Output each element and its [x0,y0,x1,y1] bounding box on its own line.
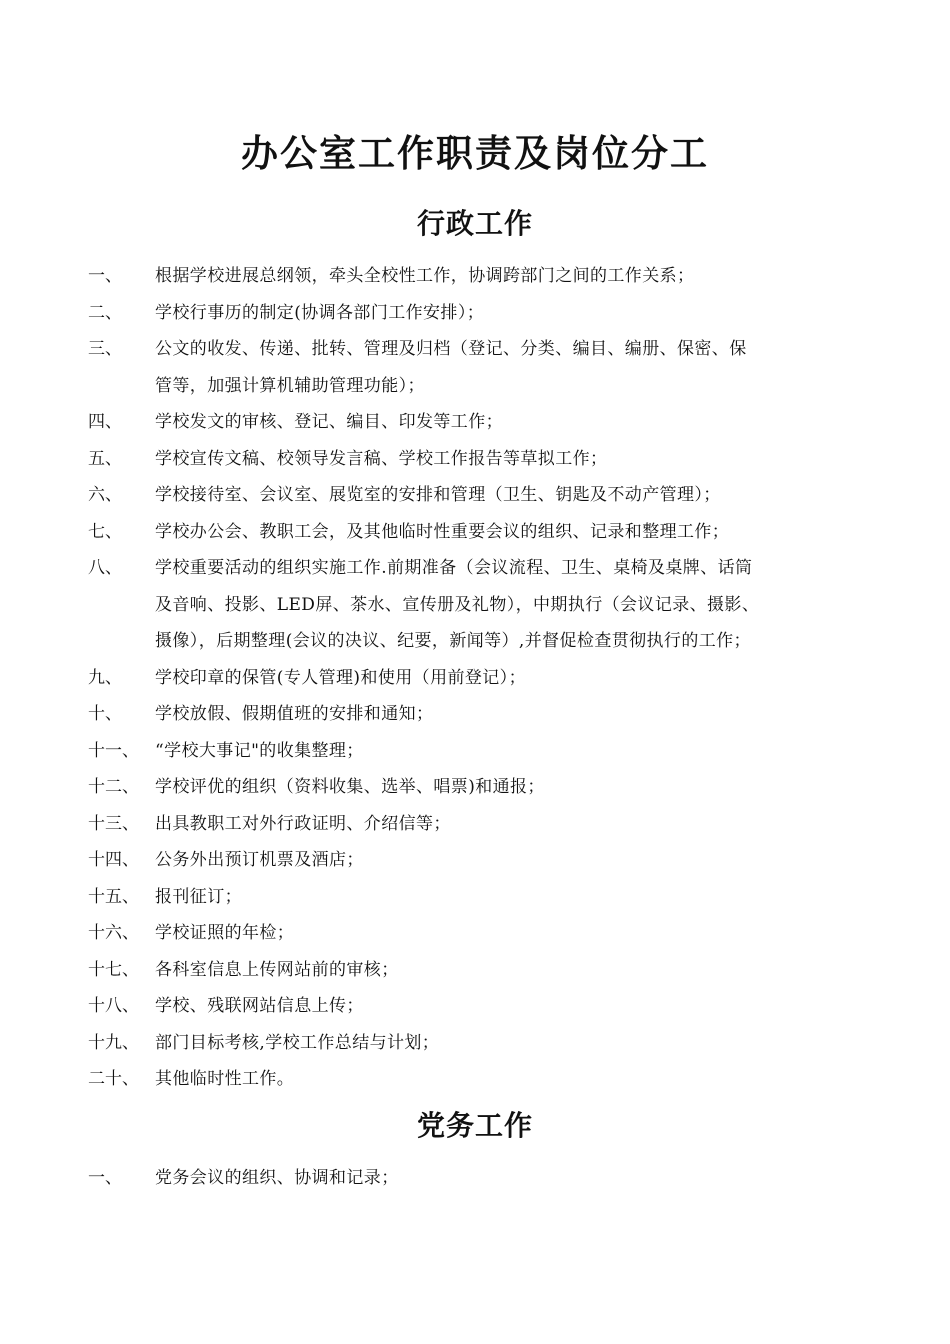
list-item [0,477,950,514]
item-text [0,514,950,551]
item-text [0,295,950,332]
item-text-line: 学校放假、假期值班的安排和通知； [155,704,434,724]
item-number: 十八、 [88,996,139,1016]
item-text-line: 党务会议的组织、协调和记录； [155,1168,399,1188]
item-number: 二十、 [88,1069,139,1089]
item-text-line: 学校重要活动的组织实施工作.前期准备（会议流程、卫生、桌椅及桌牌、话筒 [155,558,753,578]
item-text-line: 出具教职工对外行政证明、介绍信等； [155,813,451,834]
list-item [0,514,950,551]
item-number: 十三、 [88,813,139,834]
item-text [0,550,950,660]
list-item [0,952,950,989]
list-item [0,441,950,478]
item-text-line: 公务外出预订机票及酒店； [155,850,364,870]
item-text [0,1025,950,1062]
item-text-line: 报刊征订； [155,886,242,907]
item-number: 十九、 [88,1032,139,1053]
item-text [0,1160,950,1197]
item-number: 十五、 [88,886,139,907]
list-item [0,404,950,441]
item-text [0,842,950,879]
list-item [0,988,950,1025]
item-text-line: 学校接待室、会议室、展览室的安排和管理（卫生、钥匙及不动产管理）； [155,485,721,505]
list-item [0,331,950,404]
item-text [0,769,950,806]
list-item [0,1061,950,1098]
section-heading-party: 党务工作 [416,1109,533,1142]
admin-duty-list [0,258,950,1098]
item-text-line: 学校证照的年检； [155,923,295,943]
item-number: 十二、 [88,777,139,797]
item-text [0,1061,950,1098]
item-text [0,477,950,514]
item-number: 一、 [88,266,122,286]
item-number: 一、 [88,1168,122,1188]
item-text [0,806,950,843]
section-heading-admin: 行政工作 [416,207,533,240]
item-text-line: 学校、残联网站信息上传； [155,996,364,1016]
item-text-line: 根据学校进展总纲领，牵头全校性工作，协调跨部门之间的工作关系； [155,266,695,286]
item-text [0,733,950,770]
item-number: 二、 [88,302,122,323]
item-number: 五、 [88,448,122,469]
item-text-line: 其他临时性工作。 [155,1069,295,1089]
item-text [0,988,950,1025]
item-text [0,660,950,697]
item-number: 十四、 [88,850,139,870]
list-item [0,915,950,952]
item-text-line: 学校发文的审核、登记、编目、印发等工作； [155,412,503,432]
item-text-line: “学校大事记"的收集整理； [155,740,364,761]
list-item [0,295,950,332]
item-number: 十七、 [88,959,139,980]
list-item [0,696,950,733]
list-item [0,1025,950,1062]
item-text-line: 公文的收发、传递、批转、管理及归档（登记、分类、编目、编册、保密、保 [155,339,747,359]
list-item [0,806,950,843]
item-number: 四、 [88,412,122,432]
item-text-line: 学校印章的保管(专人管理)和使用（用前登记）； [155,667,526,688]
item-number: 九、 [88,667,122,688]
item-text-line: 摄像），后期整理(会议的决议、纪要，新闻等）,并督促检查贯彻执行的工作； [155,631,751,651]
item-number: 十一、 [88,740,139,761]
item-text-line: 学校评优的组织（资料收集、选举、唱票)和通报； [155,777,545,797]
item-text-line: 管等，加强计算机辅助管理功能）； [155,375,425,396]
list-item [0,258,950,295]
item-number: 十六、 [88,923,139,943]
item-text-line: 学校宣传文稿、校领导发言稿、学校工作报告等草拟工作； [155,448,608,469]
item-number: 三、 [88,339,122,359]
item-text [0,404,950,441]
item-text [0,258,950,295]
item-text [0,879,950,916]
item-text [0,441,950,478]
item-text-line: 各科室信息上传网站前的审核； [155,959,399,980]
list-item [0,879,950,916]
item-text [0,915,950,952]
list-item [0,842,950,879]
item-text-line: 部门目标考核,学校工作总结与计划； [155,1032,440,1053]
party-duty-list [0,1160,950,1197]
item-text [0,331,950,404]
item-number: 六、 [88,485,122,505]
list-item [0,733,950,770]
item-number: 七、 [88,521,122,542]
item-number: 十、 [88,704,122,724]
item-number: 八、 [88,558,122,578]
item-text [0,952,950,989]
item-text-line: 学校行事历的制定(协调各部门工作安排）； [155,302,485,323]
list-item [0,769,950,806]
list-item [0,660,950,697]
item-text [0,696,950,733]
item-text-line: 及音响、投影、LED屏、茶水、宣传册及礼物），中期执行（会议记录、摄影、 [155,594,760,615]
document-title: 办公室工作职责及岗位分工 [241,131,709,175]
list-item [0,1160,950,1197]
list-item [0,550,950,660]
item-text-line: 学校办公会、教职工会，及其他临时性重要会议的组织、记录和整理工作； [155,521,730,542]
